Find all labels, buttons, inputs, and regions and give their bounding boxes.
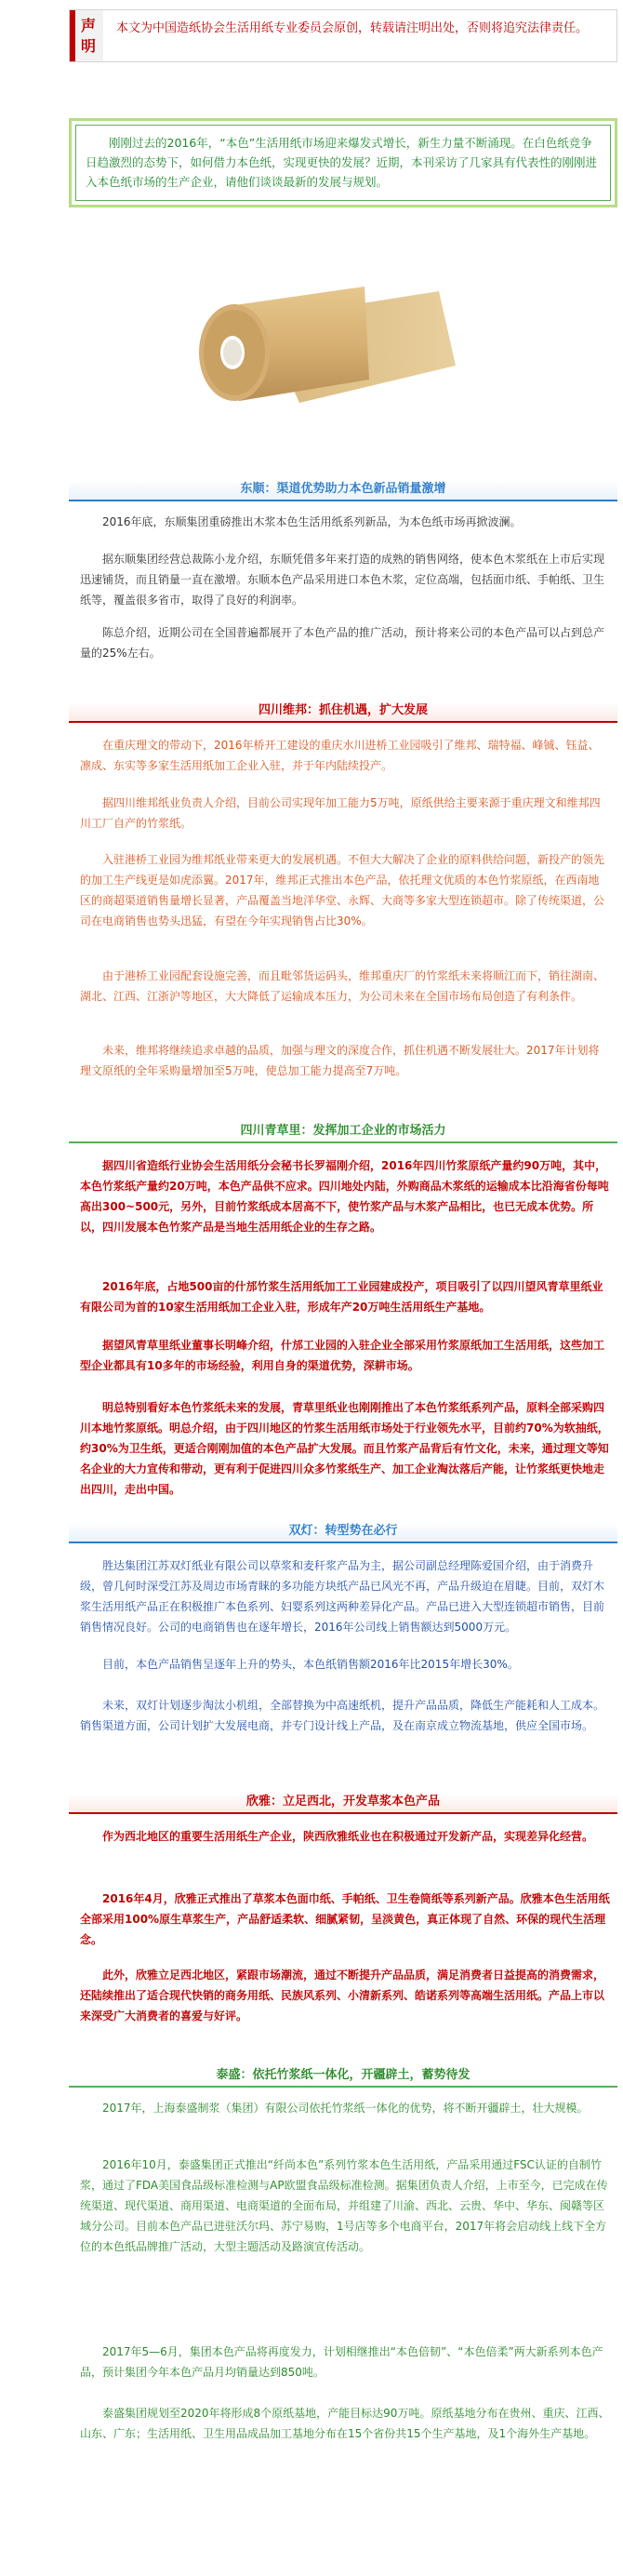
- paragraph: 据望风青草里纸业董事长明峰介绍，什邡工业园的入驻企业全部采用竹浆原纸加工生活用纸，这些加工型企业都具有10多年的市场经验，利用自身的渠道优势，深耕市场。: [80, 1339, 605, 1372]
- paragraph: 2016年4月，欣雅正式推出了草浆本色面巾纸、手帕纸、卫生卷筒纸等系列新产品。欣雅本色生活用纸全部采用100%原生草浆生产，产品舒适柔软、细腻紧韧，呈淡黄色，真正体现了自然、环保的现代生活理念。: [80, 1892, 610, 1946]
- paragraph: 作为西北地区的重要生活用纸生产企业，陕西欣雅纸业也在积极通过开发新产品，实现差异化经营。: [102, 1830, 594, 1843]
- paragraph: 2016年底，占地500亩的什邡竹浆生活用纸加工工业园建成投产，项目吸引了以四川望风青草里纸业有限公司为首的10家生活用纸加工企业入驻，形成年产20万吨生活用纸生产基地。: [80, 1280, 603, 1314]
- paragraph: 胜达集团江苏双灯纸业有限公司以草浆和麦秆浆产品为主，据公司副总经理陈爱国介绍，由于消费升级，曾几何时深受江苏及周边市场青睐的多功能方块纸产品已风光不再，产品升级迫在眉睫。目前，双灯木浆生活用纸产品正在积极推广本色系列、妇婴系列这两种差异化产品。产品已进入大型连锁超市销售，目前销售情况良好。公司的电商销售也在逐年增长，2016年公司线上销售额达到5000万元。: [80, 1559, 605, 1634]
- paragraph: 2017年，上海泰盛制浆（集团）有限公司依托竹浆纸一体化的优势，将不断开疆辟土，壮大规模。: [102, 2102, 589, 2115]
- paragraph: 目前，本色产品销售呈逐年上升的势头，本色纸销售额2016年比2015年增长30%。: [102, 1658, 519, 1671]
- section-title-dongshun: 东顺：渠道优势助力本色新品销量激增: [69, 479, 617, 501]
- section-title-qingcaoli: 四川青草里：发挥加工企业的市场活力: [69, 1121, 617, 1143]
- paragraph: 在重庆理文的带动下，2016年桥开工建设的重庆水川进桥工业园吸引了维邦、瑞特福、峰铖、钰益、凛成、东实等多家生活用纸加工企业入驻，并于年内陆续投产。: [80, 739, 600, 772]
- section-title-shuangdeng: 双灯：转型势在必行: [69, 1521, 617, 1543]
- copyright-notice: [69, 9, 617, 62]
- section-title-xinya: 欣雅：立足西北，开发草浆本色产品: [69, 1792, 617, 1814]
- paragraph: 据四川维邦纸业负责人介绍，目前公司实现年加工能力5万吨，原纸供给主要来源于重庆理文和维邦四川工厂自产的竹浆纸。: [80, 796, 601, 830]
- paragraph: 陈总介绍，近期公司在全国普遍都展开了本色产品的推广活动，预计将来公司的本色产品可以占到总产量的25%左右。: [80, 626, 605, 660]
- paragraph: 据东顺集团经营总裁陈小龙介绍，东顺凭借多年来打造的成熟的销售网络，使本色木浆纸在上市后实现迅速铺货，而且销量一直在激增。东顺本色产品采用进口本色木浆，定位高端，包括面巾纸、手帕纸、卫生纸等，覆盖很多省市，取得了良好的利润率。: [80, 553, 605, 607]
- paragraph: 未来，维邦将继续追求卓越的品质，加强与理文的深度合作，抓住机遇不断发展壮大。2017年计划将理文原纸的全年采购量增加至5万吨，使总加工能力提高至7万吨。: [80, 1044, 600, 1077]
- paragraph: 2016年底，东顺集团重磅推出木浆本色生活用纸系列新品，为本色纸市场再掀波澜。: [102, 515, 522, 528]
- section-title-taisheng: 泰盛：依托竹浆纸一体化，开疆辟土，蓄势待发: [69, 2065, 617, 2088]
- intro-text: 刚刚过去的2016年，“本色”生活用纸市场迎来爆发式增长，新生力量不断涌现。在白色纸竞争日趋激烈的态势下，如何借力本色纸，实现更快的发展？近期，本刊采访了几家具有代表性的刚刚进入本色纸市场的生产企业，请他们谈谈最新的发展与规划。: [75, 125, 611, 201]
- paragraph: 明总特别看好本色竹浆纸未来的发展，青草里纸业也刚刚推出了本色竹浆纸系列产品，原料全部采购四川本地竹浆原纸。明总介绍，由于四川地区的竹浆生活用纸市场处于行业领先水平，目前约70%为软抽纸，约30%为卫生纸，更适合刚刚加值的本色产品扩大发展。而且竹浆产品背后有竹文化，未来，通过理文等知名企业的大力宣传和带动，更有利于促进四川众多竹浆纸生产、加工企业淘汰落后产能，让竹浆纸更快地走出四川，走出中国。: [80, 1401, 609, 1496]
- paragraph: 据四川省造纸行业协会生活用纸分会秘书长罗福刚介绍，2016年四川竹浆原纸产量约90万吨，其中，本色竹浆纸产量约20万吨，本色产品供不应求。四川地处内陆，外购商品木浆纸的运输成本比沿海省份每吨高出300~500元，另外，目前竹浆纸成本居高不下，使竹浆产品与木浆产品相比，也已无成本优势。所以，四川发展本色竹浆产品是当地生活用纸企业的生存之路。: [80, 1159, 609, 1234]
- notice-text: 本文为中国造纸协会生活用纸专业委员会原创，转载请注明出处，否则将追究法律责任。: [116, 21, 589, 35]
- paragraph: 2017年5—6月，集团本色产品将再度发力，计划相继推出“本色倍韧”、“本色倍柔”两大新系列本色产品，预计集团今年本色产品月均销量达到850吨。: [80, 2345, 603, 2379]
- paragraph: 2016年10月，泰盛集团正式推出“纤尚本色”系列竹浆本色生活用纸，产品采用通过FSC认证的自制竹浆，通过了FDA美国食品级标准检测与AP欧盟食品级标准检测。据集团负责人介绍，上市至今，已完成在传统渠道、现代渠道、商用渠道、电商渠道的全面布局，并组建了川渝、西北、云贵、华中、华东、闽赣等区域分公司。目前本色产品已进驻沃尔玛、苏宁易购，1号店等多个电商平台，2017年将会启动线上线下全方位的本色纸品牌推广活动，大型主题活动及路演宣传活动。: [80, 2158, 608, 2253]
- section-title-weibang: 四川维邦：抓住机遇，扩大发展: [69, 701, 617, 723]
- paragraph: 未来，双灯计划逐步淘汰小机组，全部替换为中高速纸机，提升产品品质，降低生产能耗和人工成本。销售渠道方面，公司计划扩大发展电商，并专门设计线上产品，及在南京成立物流基地，供应全国市场。: [80, 1699, 605, 1732]
- paper-roll-image: [160, 254, 463, 417]
- paragraph: 入驻港桥工业园为维邦纸业带来更大的发展机遇。不但大大解决了企业的原料供给问题，新投产的领先的加工生产线更是如虎添翼。2017年，维邦正式推出本色产品，依托理文优质的本色竹浆原纸，在西南地区的商超渠道销售量增长显著，产品覆盖当地洋华堂、永辉、大商等多家大型连锁超市。除了传统渠道，公司在电商销售也势头迅猛，有望在今年实现销售占比30%。: [80, 853, 605, 928]
- intro-box: [69, 118, 617, 207]
- paragraph: 此外，欣雅立足西北地区，紧跟市场潮流，通过不断提升产品品质，满足消费者日益提高的消费需求，还陆续推出了适合现代快销的商务用纸、民族风系列、小清新系列、皓诺系列等高端生活用纸。产品上市以来深受广大消费者的喜爱与好评。: [80, 1969, 605, 2022]
- paragraph: 泰盛集团规划至2020年将形成8个原纸基地，产能目标达90万吨。原纸基地分布在贵州、重庆、江西、山东、广东；生活用纸、卫生用品成品加工基地分布在15个省份共15个生产基地，及1个海外生产基地。: [80, 2407, 610, 2440]
- notice-label: 声 明: [70, 10, 103, 61]
- paragraph: 由于港桥工业园配套设施完善，而且毗邻货运码头，维邦重庆厂的竹浆纸未来将顺江而下，销往湖南、湖北、江西、江浙沪等地区，大大降低了运输成本压力，为公司未来在全国市场布局创造了有利条件。: [80, 969, 605, 1003]
